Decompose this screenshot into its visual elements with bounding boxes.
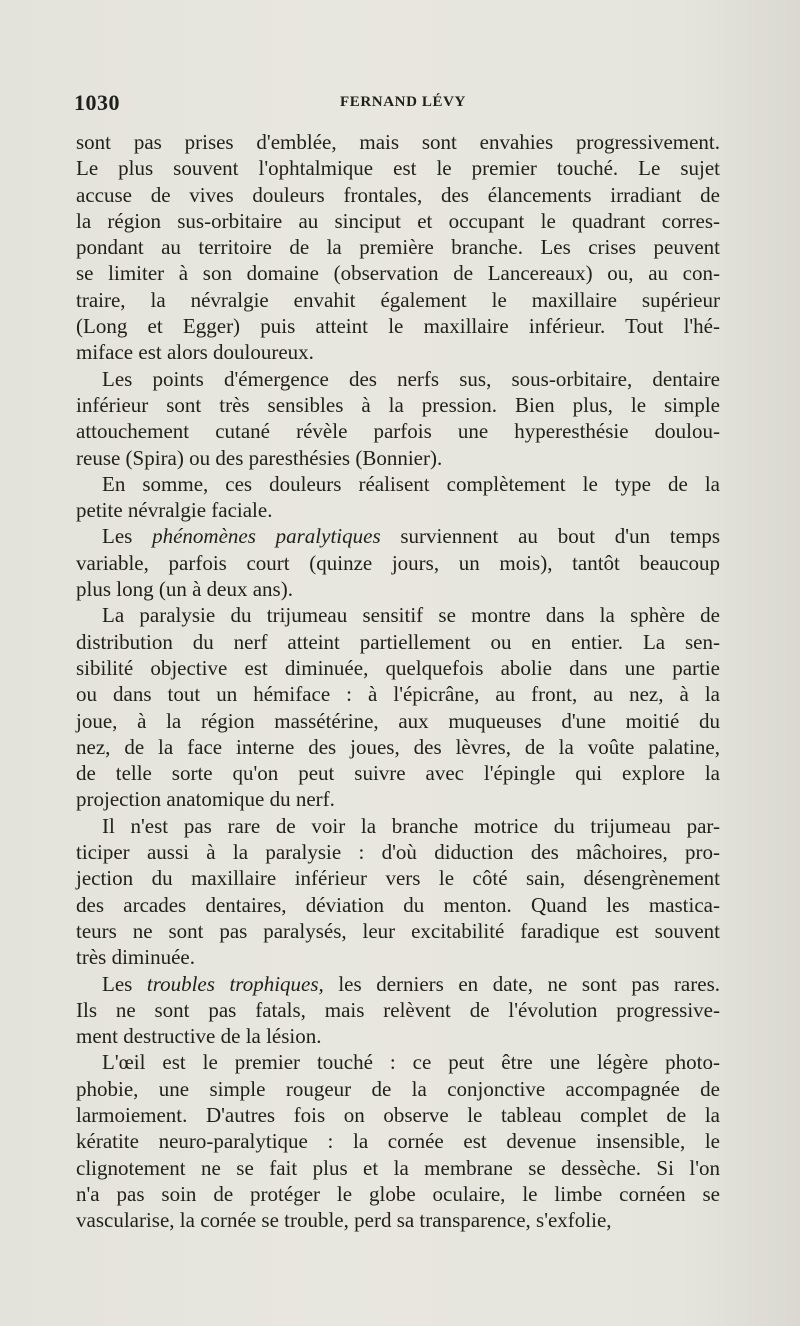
text-line: Ils ne sont pas fatals, mais relèvent de l'évolution progressive- <box>76 997 720 1022</box>
text-line: vascularise, la cornée se trouble, perd sa transparence, s'exfolie, <box>76 1208 612 1233</box>
text-line: sont pas prises d'emblée, mais sont envahies progressivement. <box>76 130 720 154</box>
text-line: petite névralgie faciale. <box>76 498 273 523</box>
text-line: Les troubles trophiques, les derniers en date, ne sont pas rares. <box>102 971 720 996</box>
page-number: 1030 <box>74 90 120 115</box>
text-line: se limiter à son domaine (observation de Lancereaux) ou, au con- <box>76 261 720 286</box>
paragraph <box>76 366 720 471</box>
text-line: reuse (Spira) ou des paresthésies (Bonnier). <box>76 445 443 470</box>
text-line: la région sus-orbitaire au sinciput et occupant le quadrant corres- <box>76 208 720 233</box>
text-line: pondant au territoire de la première branche. Les crises peuvent <box>76 235 720 260</box>
text-line: jection du maxillaire inférieur vers le côté sain, désengrènement <box>76 866 720 891</box>
text-line: de telle sorte qu'on peut suivre avec l'épingle qui explore la <box>76 761 720 786</box>
text-line: kératite neuro-paralytique : la cornée est devenue insensible, le <box>76 1129 720 1154</box>
text-line: inférieur sont très sensibles à la pression. Bien plus, le simple <box>76 392 720 417</box>
text-line: Le plus souvent l'ophtalmique est le premier touché. Le sujet <box>76 156 720 181</box>
text-line: joue, à la région massétérine, aux muqueuses d'une moitié du <box>76 708 720 733</box>
text-line: miface est alors douloureux. <box>76 340 314 365</box>
text-line: ment destructive de la lésion. <box>76 1024 322 1049</box>
running-head: FERNAND LÉVY <box>340 94 466 110</box>
text-line: teurs ne sont pas paralysés, leur excitabilité faradique est souvent <box>76 918 720 943</box>
text-line: attouchement cutané révèle parfois une hyperesthésie doulou- <box>76 419 720 444</box>
text-line: accuse de vives douleurs frontales, des élancements irradiant de <box>76 182 720 207</box>
text-line: sibilité objective est diminuée, quelquefois abolie dans une partie <box>76 655 720 680</box>
body-text <box>76 129 720 1233</box>
paragraph <box>76 602 720 812</box>
paragraph <box>76 523 720 602</box>
text-line: nez, de la face interne des joues, des lèvres, de la voûte palatine, <box>76 734 720 759</box>
text-line: plus long (un à deux ans). <box>76 577 293 602</box>
italic-term: troubles trophiques, <box>146 971 324 996</box>
paragraph <box>76 1049 720 1233</box>
text-line: L'œil est le premier touché : ce peut être une légère photo- <box>102 1050 720 1075</box>
text-line: des arcades dentaires, déviation du menton. Quand les mastica- <box>76 892 720 917</box>
text-line: Il n'est pas rare de voir la branche motrice du trijumeau par- <box>102 813 720 838</box>
text-line: ticiper aussi à la paralysie : d'où diduction des mâchoires, pro- <box>76 840 720 865</box>
paragraph <box>76 971 720 1050</box>
text-line: larmoiement. D'autres fois on observe le tableau complet de la <box>76 1102 720 1127</box>
text-line: Les points d'émergence des nerfs sus, sous-orbitaire, dentaire <box>102 366 720 391</box>
text-line: très diminuée. <box>76 945 195 970</box>
text-line: En somme, ces douleurs réalisent complètement le type de la <box>102 471 720 496</box>
text-line: phobie, une simple rougeur de la conjonctive accompagnée de <box>76 1076 720 1101</box>
text-line: clignotement ne se fait plus et la membrane se dessèche. Si l'on <box>76 1155 720 1180</box>
text-line: Les phénomènes paralytiques surviennent au bout d'un temps <box>102 524 720 549</box>
paragraph <box>76 471 720 524</box>
text-line: traire, la névralgie envahit également le maxillaire supérieur <box>76 287 720 312</box>
paragraph <box>76 813 720 971</box>
text-line: La paralysie du trijumeau sensitif se montre dans la sphère de <box>102 603 720 628</box>
text-line: distribution du nerf atteint partiellement ou en entier. La sen- <box>76 629 720 654</box>
italic-term: phénomènes paralytiques <box>152 524 381 549</box>
text-line: ou dans tout un hémiface : à l'épicrâne, au front, au nez, à la <box>76 682 720 707</box>
text-line: variable, parfois court (quinze jours, un mois), tantôt beaucoup <box>76 550 720 575</box>
text-line: projection anatomique du nerf. <box>76 787 335 812</box>
paragraph <box>76 129 720 366</box>
text-line: n'a pas soin de protéger le globe oculaire, le limbe cornéen se <box>76 1181 720 1206</box>
text-line: (Long et Egger) puis atteint le maxillaire inférieur. Tout l'hé- <box>76 314 720 339</box>
page-header <box>74 90 720 116</box>
